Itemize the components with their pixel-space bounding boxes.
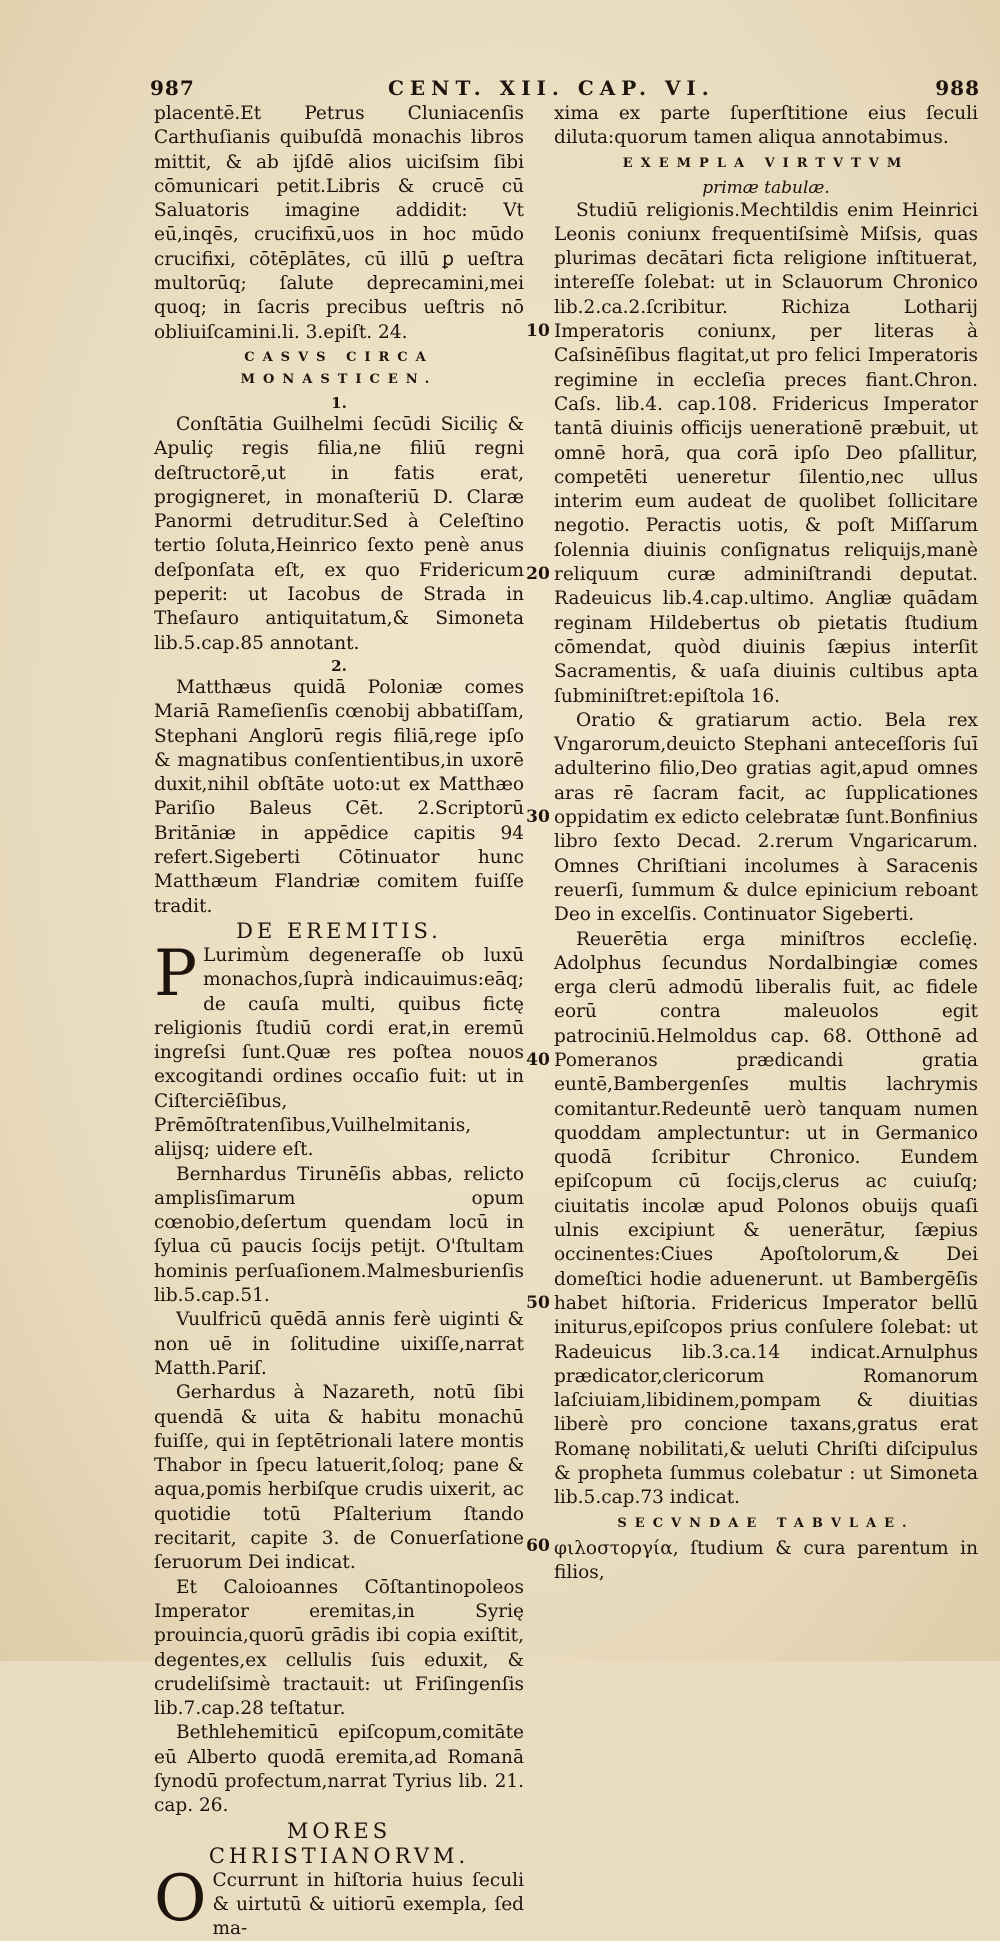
paragraph (554, 102, 978, 151)
paragraph-text: Vuulfricū quēdā annis ferè uiginti & non uē in ſolitudine uixiſſe,narrat Matth.Pariſ. (154, 1309, 524, 1379)
left-column (154, 102, 524, 1941)
section-number: 1. (331, 393, 347, 412)
paragraph-text: Gerhardus à Nazareth, notū ſibi quendā & uita & habitu monachū fuiſſe, qui in ſeptētrionali latere montis Thabor in ſpecu latuerit,ſoloq; pane & aqua,pomis herbiſque crudis uixerit, ac quotidie totū Pſalterium ſtando recitarit, capite 3. de Conuerſatione ſeruorum Dei indicat. (154, 1382, 524, 1574)
line-number: 60 (526, 1535, 550, 1556)
paragraph (154, 1861, 524, 1941)
paragraph (154, 413, 524, 656)
line-number: 50 (526, 1292, 550, 1313)
paragraph (554, 709, 978, 928)
paragraph (554, 928, 978, 1511)
section-heading: EXEMPLA VIRTVTVM (622, 155, 910, 171)
paragraph-text: Ccurrunt in hiſtoria huius ſeculi & uirtutū & uitiorū exempla, ſed ma- (212, 1869, 524, 1940)
paragraph (554, 199, 978, 709)
line-number: 30 (526, 806, 550, 827)
paragraph-text: Bernhardus Tirunēſis abbas, relicto amplisſimarum opum cœnobio,deſertum quendam locū in ſylua cū paucis ſocijs petijt. O'ſtultam hominis perſuaſionem.Malmesburienſis lib.5.cap.51. (154, 1163, 524, 1307)
line-number: 10 (526, 320, 550, 341)
paragraph (154, 102, 524, 345)
paragraph (154, 1381, 524, 1575)
paragraph (154, 936, 524, 1163)
section-heading: SECVNDAE TABVLAE. (617, 1515, 915, 1531)
paragraph (154, 1163, 524, 1309)
paragraph (154, 1576, 524, 1722)
paragraph-text: Reuerētia erga miniſtros eccleſię. Adolphus ſecundus Nordalbingiæ comes erga clerū admodū liberalis fuit, ac fidele eorū contra maleuolos egit patrociniū.Helmoldus cap. 68. Otthonē ad Pomeranos prædicandi gratia euntē,Bambergenſes multis lachrymis comitantur.Redeuntē uerò tanquam numen quoddam amplectuntur: ut in Germanico quodā ſcribitur Chronico. Eundem epiſcopum cū ſocijs,clerus ac cuiuſq; ciuitatis incolæ apud Polonos obuijs quaſi ulnis excipiunt & uenerātur, ſæpius occinentes:Ciues Apoſtolorum,& Dei domeſtici hodie aduenerunt. ut Bambergēſis habet hiſtoria. Fridericus Imperator bellū initurus,epiſcopos prius conſulere ſolebat: ut Radeuicus lib.3.ca.14 indicat.Arnulphus prædicator,clericorum Romanorum laſciuiam,libidinem,pompam & diuitias liberè pro concione taxans,gratus erat Romanę nobilitati,& ueluti Chriſti diſcipulus & propheta ſummus colebatur : ut Simoneta lib.5.cap.73 indicat. (554, 928, 978, 1509)
paragraph-text: xima ex parte ſuperſtitione eius ſeculi diluta:quorum tamen aliqua annotabimus. (554, 103, 978, 149)
paragraph-text: Oratio & gratiarum actio. Bela rex Vngarorum,deuicto Stephani anteceſſoris ſuī adulterino filio,Deo gratias agit,apud omnes aras rē ſacram facit, ac ſupplicationes oppidatim ex edicto celebratæ ſunt.Bonfinius libro ſexto Decad. 2.rerum Vngaricarum. Omnes Chriſtiani incolumes à Saracenis reuerſi, ſummum & dulce epinicium reboant Deo in excelſis. Continuator Sigeberti. (554, 709, 978, 926)
paragraph (154, 1721, 524, 1818)
section-number: 2. (331, 656, 347, 675)
right-column (554, 102, 978, 1585)
paragraph-text: Conſtātia Guilhelmi ſecūdi Siciliç & Apuliç regis filia,ne filiū regni deſtructorē,ut in fatis erat, progigneret, in monaſteriū D. Claræ Panormi detruditur.Sed à Celeſtino tertio ſoluta,Heinrico ſexto penè anus deſponſata eſt, ex quo Fridericum peperit: ut Iacobus de Strada in Theſauro antiquitatum,& Simoneta lib.5.cap.85 annotant. (154, 413, 524, 654)
paragraph-text: Studiū religionis.Mechtildis enim Heinrici Leonis coniunx frequentiſsimè Miſsis, quas plurimas decātari ficta religione inſtituerat, intereſſe ſolebat: ut in Sclauorum Chronico lib.2.ca.2.ſcribitur. Richiza Lotharij Imperatoris coniunx, per literas à Caſsinēſibus flagitat,ut pro felici Imperatoris regimine in eccleſia preces fiant.Chron. Caſs. lib.4. cap.108. Fridericus Imperator tantā diuinis officijs uenerationē præbuit, ut omnē horā, qua corā ipſo Deo pſallitur, competēti ueneretur ſilentio,nec ullus interim eum audeat de quolibet ſollicitare negotio. Peractis uotis, & poſt Miſſarum ſolennia diuinis conſignatus reliquijs,manè reliquum curæ adminiſtrandi deputat. Radeuicus lib.4.cap.ultimo. Angliæ quādam reginam Hildebertus ob pietatis ſtudium cōmendat, quòd diuinis ſæpius interſit Sacramentis, & uaſa diuinis cultibus apta ſubminiſtret:epiſtola 16. (554, 199, 978, 707)
paragraph-text: Et Caloioannes Cōſtantinopoleos Imperator eremitas,in Syrię prouincia,quorū grādis ibi copia exiſtit, degentes,ex cellulis ſuis eduxit, & crudeliſsimè tractauit: ut Friſingenſis lib.7.cap.28 teſtatur. (154, 1576, 524, 1720)
section-heading: MORES CHRISTIANORVM. (208, 1818, 470, 1868)
page-number-left: 987 (150, 76, 195, 100)
section-heading: CASVS CIRCA MONASTICEN. (240, 349, 438, 387)
drop-cap: O (154, 1861, 207, 1936)
paragraph (554, 1537, 978, 1586)
paragraph-text: placentē.Et Petrus Cluniacenſis Carthuſianis quibuſdā monachis libros mittit, & ab ijſdē alios uiciſsim ſibi cōmunicari petit.Libris & crucē cū Saluatoris imagine addidit: Vt eū,inqēs, crucifixū,uos in hoc mūdo crucifixi, cōtēplātes, cū illū ꝑ ueſtra multorūq; ſalute deprecamini,mei quoq; in ſacris precibus ueſtris nō obliuiſcamini.li. 3.epiſt. 24. (154, 103, 524, 343)
drop-cap: P (154, 936, 198, 1011)
section-heading: DE EREMITIS. (236, 918, 442, 943)
paragraph-text: Lurimùm degeneraſſe ob luxū monachos,ſuprà indicauimus:eāq; de cauſa multi, quibus fictę religionis ſtudiū cordi erat,in eremū ingreſsi ſunt.Quæ res poſtea nouos excogitandi ordines occaſio fuit: ut in Ciſterciēſibus, Prēmōſtratenſibus,Vuilhelmitanis, alijsq; uidere eſt. (154, 944, 524, 1161)
paragraph-text: Bethlehemiticū epiſcopum,comitāte eū Alberto quodā eremita,ad Romanā ſynodū profectum,narrat Tyrius lib. 21. cap. 26. (154, 1722, 524, 1817)
paragraph-text: Matthæus quidā Poloniæ comes Mariā Rameſienſis cœnobij abbatiſſam, Stephani Anglorū regis filiā,rege ipſo & magnatibus conſentientibus,in uxorē duxit,nihil obſtāte uoto:ut ex Matthæo Pariſio Baleus Cēt. 2.Scriptorū Britāniæ in appēdice capitis 94 refert.Sigeberti Cōtinuator hunc Matthæum Flandriæ comitem fuiſſe tradit. (154, 676, 524, 917)
page-number-right: 988 (935, 76, 980, 100)
line-number: 40 (526, 1049, 550, 1070)
page-header (150, 72, 980, 106)
section-heading: primæ tabulæ. (702, 177, 830, 198)
paragraph-text: φιλοστοργία, ſtudium & cura parentum in filios, (554, 1537, 978, 1583)
paragraph (154, 1308, 524, 1381)
paragraph (154, 676, 524, 919)
line-number: 20 (526, 563, 550, 584)
running-title: CENT. XII. CAP. VI. (388, 76, 715, 100)
